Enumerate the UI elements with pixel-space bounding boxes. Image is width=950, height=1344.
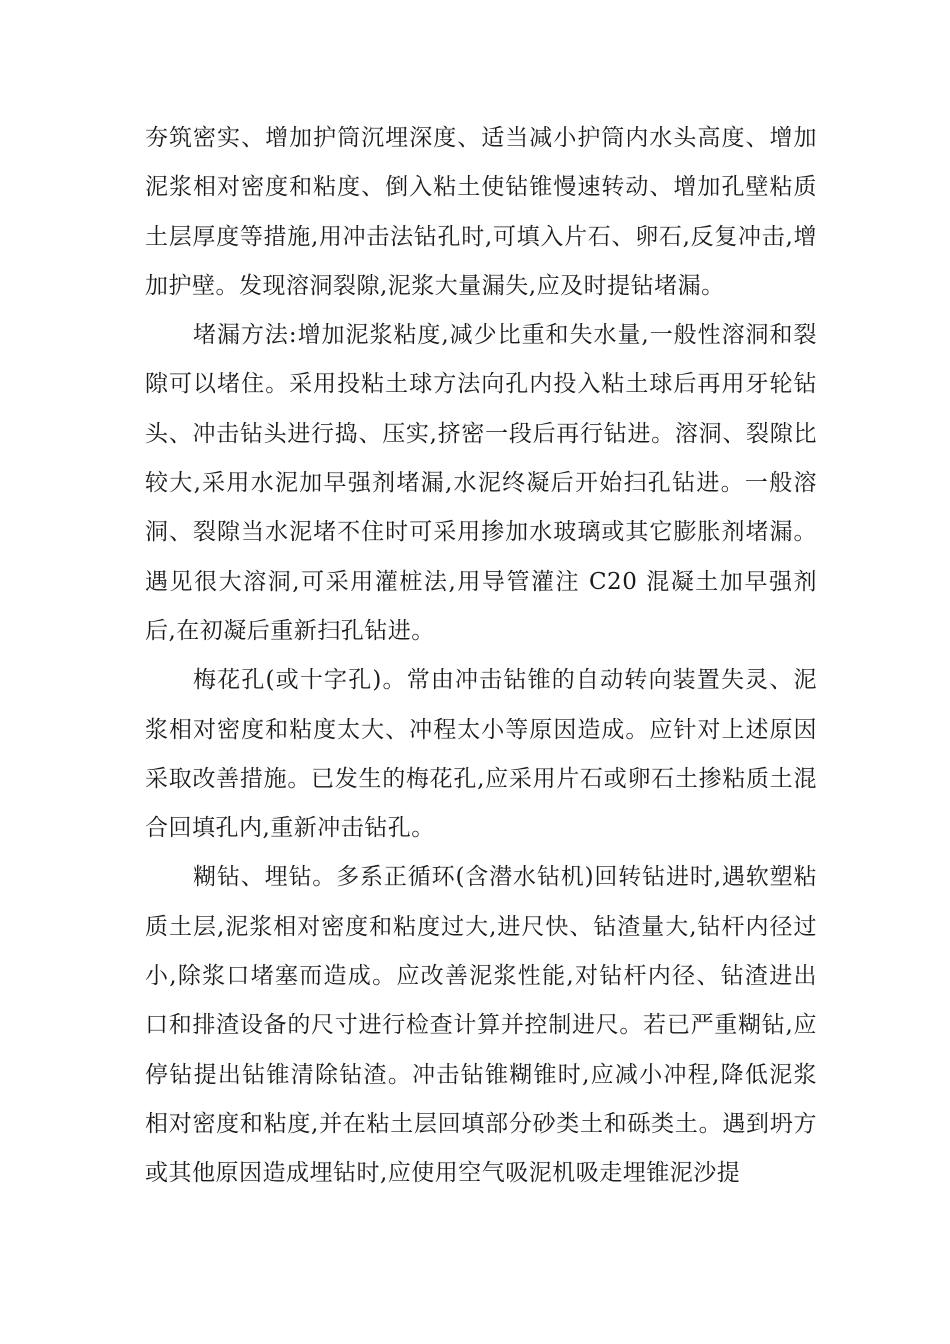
paragraph-4: 糊钻、埋钻。多系正循环(含潜水钻机)回转钻进时,遇软塑粘质土层,泥浆相对密度和粘度过大,进尺快、钻渣量大,钻杆内径过小,除浆口堵塞而造成。应改善泥浆性能,对钻杆内径、钻渣进出口和排渣设备的尺寸进行检查计算并控制进尺。若已严重糊钻,应停钻提出钻锥清除钻渣。冲击钻锥糊锥时,应减小冲程,降低泥浆相对密度和粘度,并在粘土层回填部分砂类土和砾类土。遇到坍方或其他原因造成埋钻时,应使用空气吸泥机吸走埋锥泥沙提 (145, 864, 817, 1187)
paragraph-2: 堵漏方法:增加泥浆粘度,减少比重和失水量,一般性溶洞和裂隙可以堵住。采用投粘土球方法向孔内投入粘土球后再用牙轮钻头、冲击钻头进行捣、压实,挤密一段后再行钻进。溶洞、裂隙比较大,采用水泥加早强剂堵漏,水泥终凝后开始扫孔钻进。一般溶洞、裂隙当水泥堵不住时可采用掺加水玻璃或其它膨胀剂堵漏。遇见很大溶洞,可采用灌桩法,用导管灌注 C20 混凝土加早强剂后,在初凝后重新扫孔钻进。 (145, 322, 817, 644)
paragraph-3: 梅花孔(或十字孔)。常由冲击钻锥的自动转向装置失灵、泥浆相对密度和粘度太大、冲程太小等原因造成。应针对上述原因采取改善措施。已发生的梅花孔,应采用片石或卵石土掺粘质土混合回填孔内,重新冲击钻孔。 (145, 667, 817, 842)
paragraph-1: 夯筑密实、增加护筒沉埋深度、适当减小护筒内水头高度、增加泥浆相对密度和粘度、倒入粘土使钻锥慢速转动、增加孔壁粘质土层厚度等措施,用冲击法钻孔时,可填入片石、卵石,反复冲击,增加护壁。发现溶洞裂隙,泥浆大量漏失,应及时提钻堵漏。 (145, 125, 817, 299)
document-body (145, 114, 817, 1199)
